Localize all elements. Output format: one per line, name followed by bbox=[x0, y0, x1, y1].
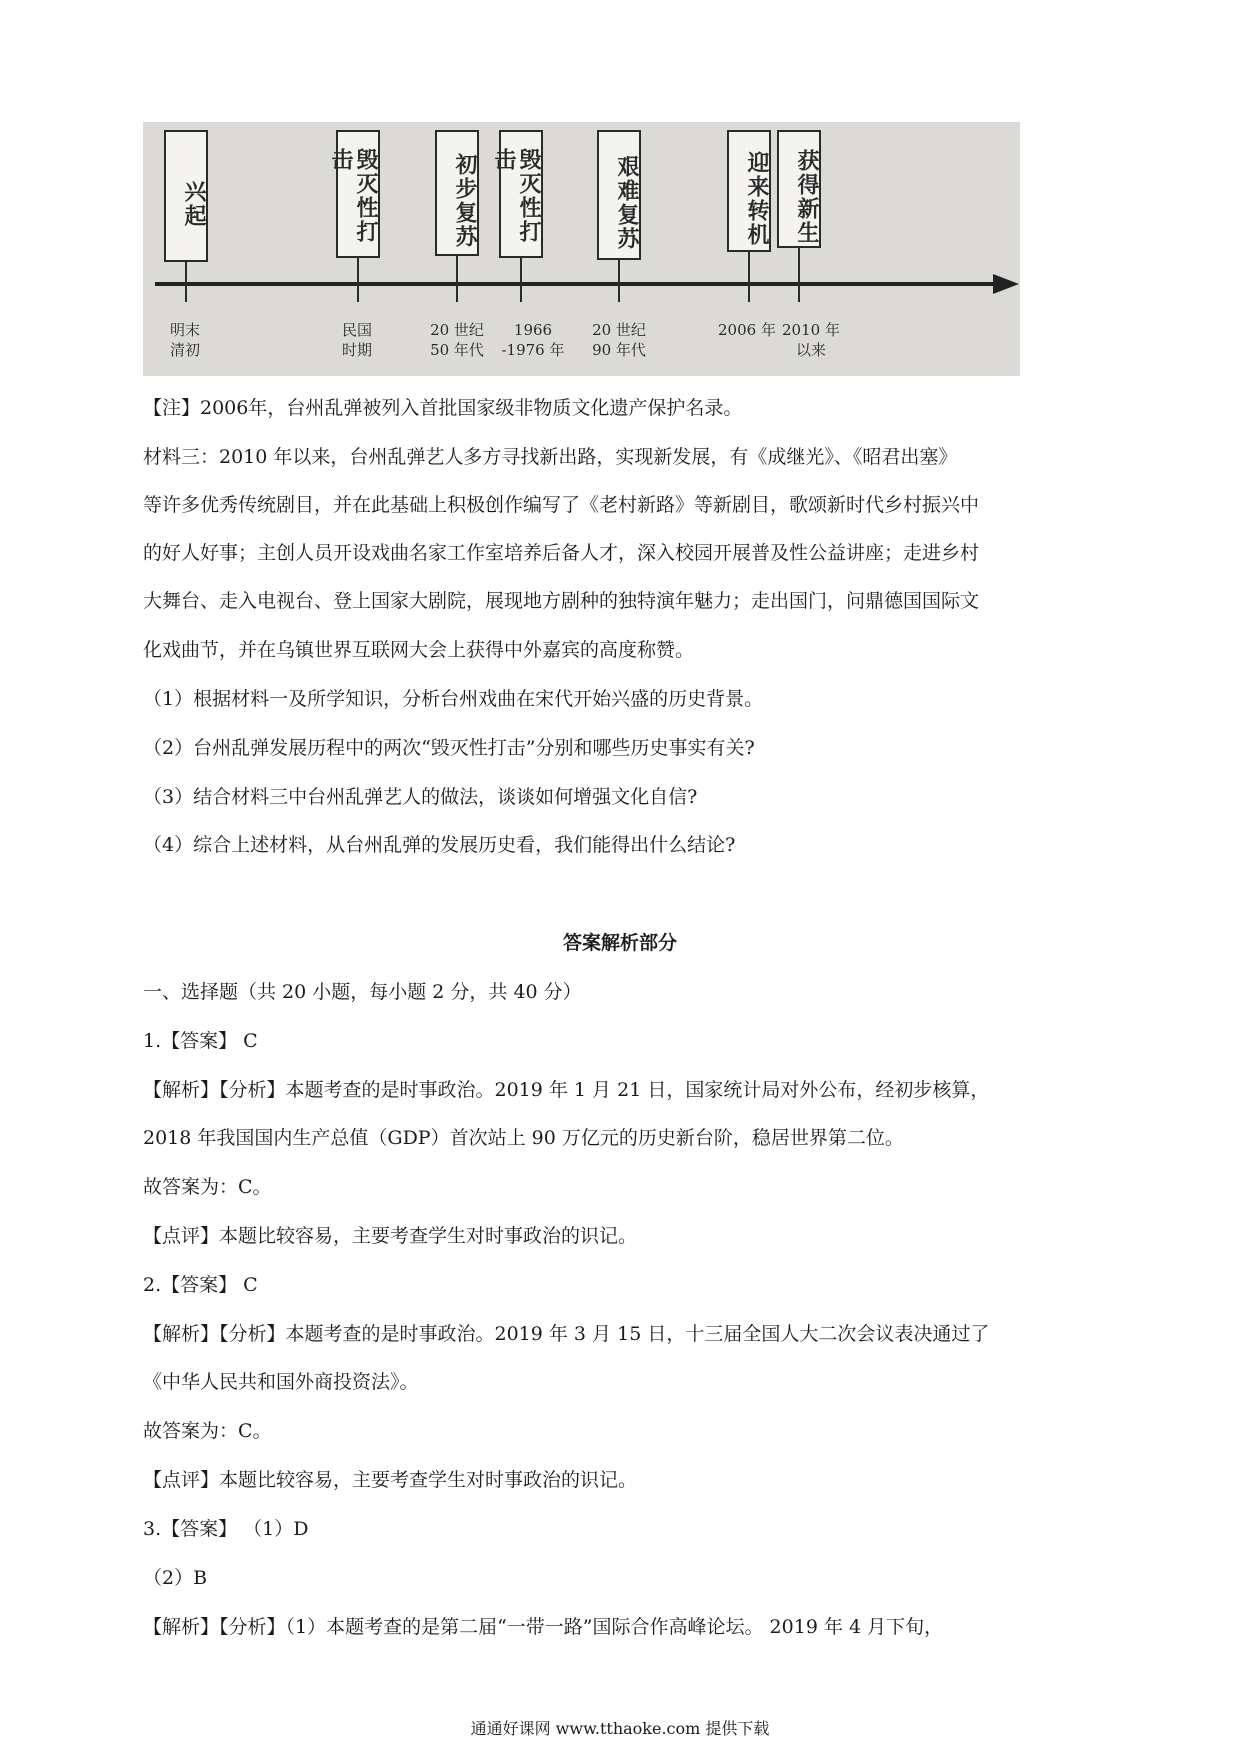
answer-line: 1.【答案】 C bbox=[143, 1030, 258, 1052]
timeline-label-line: 清初 bbox=[169, 341, 200, 359]
timeline-stem bbox=[520, 258, 522, 284]
timeline-label-2 bbox=[327, 320, 387, 360]
timeline-figure bbox=[143, 122, 1020, 376]
timeline-tick bbox=[520, 282, 522, 302]
timeline-axis bbox=[155, 282, 1000, 286]
timeline-label-line: 20 世纪 bbox=[592, 321, 646, 339]
timeline-tick bbox=[748, 282, 750, 302]
answer-line: 【解析】【分析】（1）本题考查的是第二届“一带一路”国际合作高峰论坛。 2019 年 4 月下旬， bbox=[143, 1616, 944, 1638]
answer-line: 【解析】【分析】本题考查的是时事政治。2019 年 3 月 15 日，十三届全国人大二次会议表决通过了 bbox=[143, 1323, 990, 1345]
timeline-tick bbox=[456, 282, 458, 302]
timeline-label-line: 时期 bbox=[341, 341, 372, 359]
timeline-label-7 bbox=[773, 320, 849, 360]
timeline-label-line: 1966 bbox=[513, 321, 553, 339]
answer-line: 《中华人民共和国外商投资法》。 bbox=[143, 1371, 419, 1393]
material-line: 的好人好事；主创人员开设戏曲名家工作室培养后备人才，深入校园开展普及性公益讲座；走进乡村 bbox=[143, 542, 980, 564]
timeline-box-3: 初步复苏 bbox=[435, 130, 479, 256]
timeline-label-line: 50 年代 bbox=[430, 341, 484, 359]
timeline-label-line: 90 年代 bbox=[592, 341, 646, 359]
answer-line: （2）B bbox=[143, 1567, 208, 1589]
timeline-label-line: 民国 bbox=[341, 321, 372, 339]
timeline-stem bbox=[618, 260, 620, 284]
answer-line: 3.【答案】 （1）D bbox=[143, 1518, 309, 1540]
answer-line: 2018 年我国国内生产总值（GDP）首次站上 90 万亿元的历史新台阶，稳居世界第二位。 bbox=[143, 1127, 904, 1149]
answer-line: 2.【答案】 C bbox=[143, 1274, 258, 1296]
answer-line: 一、选择题（共 20 小题，每小题 2 分，共 40 分） bbox=[143, 981, 582, 1003]
timeline-label-1 bbox=[155, 320, 215, 360]
material-line: 化戏曲节，并在乌镇世界互联网大会上获得中外嘉宾的高度称赞。 bbox=[143, 639, 695, 661]
answer-line: 【解析】【分析】本题考查的是时事政治。2019 年 1 月 21 日，国家统计局对外公布，经初步核算， bbox=[143, 1079, 990, 1101]
timeline-label-line: 20 世纪 bbox=[430, 321, 484, 339]
timeline-tick bbox=[798, 282, 800, 302]
answer-line: 故答案为：C。 bbox=[143, 1176, 272, 1198]
timeline-box-2: 毁灭性打击 bbox=[336, 130, 380, 258]
timeline-box-5: 艰难复苏 bbox=[597, 130, 641, 260]
timeline-stem bbox=[798, 248, 800, 284]
timeline-label-3 bbox=[419, 320, 495, 360]
timeline-label-line: 2006 年 bbox=[718, 321, 776, 339]
question-line: （2）台州乱弹发展历程中的两次“毁灭性打击”分别和哪些历史事实有关? bbox=[143, 737, 755, 759]
timeline-stem bbox=[185, 262, 187, 284]
note-line: 【注】2006年，台州乱弹被列入首批国家级非物质文化遗产保护名录。 bbox=[143, 397, 743, 419]
material-line: 大舞台、走入电视台、登上国家大剧院，展现地方剧种的独特演年魅力；走出国门，问鼎德国国际文 bbox=[143, 590, 980, 612]
timeline-label-line: -1976 年 bbox=[501, 341, 565, 359]
timeline-stem bbox=[456, 256, 458, 284]
question-line: （4）综合上述材料，从台州乱弹的发展历史看，我们能得出什么结论? bbox=[143, 834, 736, 856]
timeline-arrow bbox=[993, 274, 1019, 294]
timeline-tick bbox=[357, 282, 359, 302]
material-line: 等许多优秀传统剧目，并在此基础上积极创作编写了《老村新路》等新剧目，歌颂新时代乡村振兴中 bbox=[143, 494, 980, 516]
timeline-label-line: 2010 年 bbox=[782, 321, 840, 339]
timeline-label-line: 明末 bbox=[169, 321, 200, 339]
answer-line: 【点评】本题比较容易，主要考查学生对时事政治的识记。 bbox=[143, 1469, 638, 1491]
answer-line: 【点评】本题比较容易，主要考查学生对时事政治的识记。 bbox=[143, 1225, 638, 1247]
answer-line: 故答案为：C。 bbox=[143, 1420, 272, 1442]
timeline-stem bbox=[357, 258, 359, 284]
material-line: 材料三：2010 年以来，台州乱弹艺人多方寻找新出路，实现新发展，有《成继光》、《昭君出塞》 bbox=[143, 446, 958, 468]
question-line: （1）根据材料一及所学知识，分析台州戏曲在宋代开始兴盛的历史背景。 bbox=[143, 688, 764, 710]
timeline-stem bbox=[748, 252, 750, 284]
timeline-label-line: 以来 bbox=[795, 341, 826, 359]
timeline-tick bbox=[618, 282, 620, 302]
timeline-tick bbox=[185, 282, 187, 302]
timeline-label-5 bbox=[581, 320, 657, 360]
timeline-box-7: 获得新生 bbox=[777, 130, 821, 248]
timeline-label-4 bbox=[493, 320, 573, 360]
timeline-box-6: 迎来转机 bbox=[727, 130, 771, 252]
timeline-box-4: 毁灭性打击 bbox=[499, 130, 543, 258]
question-line: （3）结合材料三中台州乱弹艺人的做法，谈谈如何增强文化自信? bbox=[143, 786, 698, 808]
answer-section-title: 答案解析部分 bbox=[562, 932, 677, 954]
timeline-box-1: 兴起 bbox=[164, 130, 208, 262]
page-footer: 通通好课网 www.tthaoke.com 提供下载 bbox=[470, 1719, 770, 1738]
